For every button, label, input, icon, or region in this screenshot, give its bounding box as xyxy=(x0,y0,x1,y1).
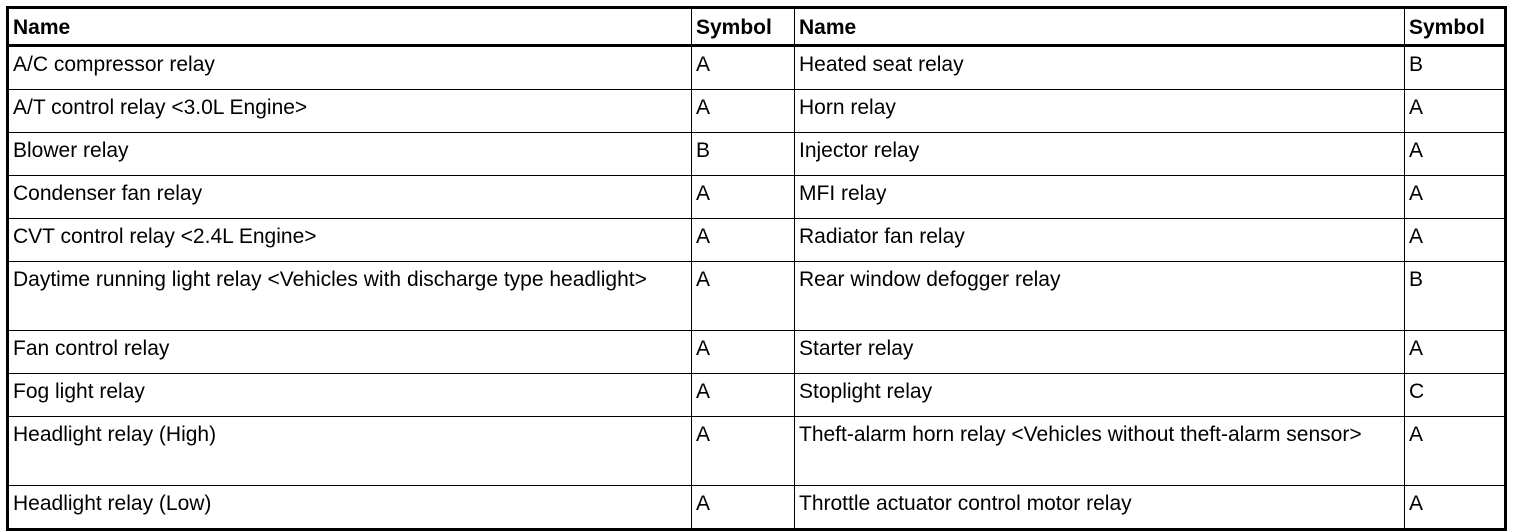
relay-name-cell: Condenser fan relay xyxy=(8,176,692,219)
relay-symbol-cell: A xyxy=(692,486,795,530)
relay-symbol-cell: C xyxy=(1405,374,1506,417)
relay-name-cell: A/T control relay <3.0L Engine> xyxy=(8,90,692,133)
relay-name-cell: Headlight relay (High) xyxy=(8,417,692,486)
table-row xyxy=(8,417,1506,486)
relay-symbol-cell: B xyxy=(1405,262,1506,331)
table-row xyxy=(8,219,1506,262)
relay-name-cell: A/C compressor relay xyxy=(8,46,692,90)
relay-symbol-cell: A xyxy=(692,374,795,417)
header-symbol-left: Symbol xyxy=(692,8,795,46)
relay-symbol-cell: A xyxy=(692,90,795,133)
table-row xyxy=(8,46,1506,90)
relay-symbol-cell: A xyxy=(692,417,795,486)
relay-symbol-cell: A xyxy=(1405,331,1506,374)
relay-symbol-cell: A xyxy=(1405,219,1506,262)
relay-name-cell: Stoplight relay xyxy=(795,374,1405,417)
relay-name-cell: Headlight relay (Low) xyxy=(8,486,692,530)
header-name-right: Name xyxy=(795,8,1405,46)
relay-name-cell: Rear window defogger relay xyxy=(795,262,1405,331)
relay-symbol-table xyxy=(6,6,1507,531)
table-row xyxy=(8,176,1506,219)
table-row xyxy=(8,90,1506,133)
relay-name-cell: Starter relay xyxy=(795,331,1405,374)
relay-symbol-cell: A xyxy=(692,46,795,90)
relay-name-cell: Horn relay xyxy=(795,90,1405,133)
relay-symbol-cell: A xyxy=(1405,417,1506,486)
relay-name-cell: Blower relay xyxy=(8,133,692,176)
relay-name-cell: Injector relay xyxy=(795,133,1405,176)
relay-symbol-cell: A xyxy=(692,176,795,219)
relay-symbol-cell: A xyxy=(1405,176,1506,219)
relay-symbol-cell: A xyxy=(1405,486,1506,530)
table-row xyxy=(8,331,1506,374)
relay-name-cell: Heated seat relay xyxy=(795,46,1405,90)
relay-symbol-cell: B xyxy=(692,133,795,176)
relay-symbol-cell: A xyxy=(692,219,795,262)
relay-table-container xyxy=(6,6,1504,531)
relay-symbol-cell: A xyxy=(1405,133,1506,176)
relay-name-cell: Theft-alarm horn relay <Vehicles without theft-alarm sensor> xyxy=(795,417,1405,486)
relay-name-cell: Radiator fan relay xyxy=(795,219,1405,262)
relay-symbol-cell: B xyxy=(1405,46,1506,90)
relay-name-cell: MFI relay xyxy=(795,176,1405,219)
table-row xyxy=(8,133,1506,176)
table-row xyxy=(8,374,1506,417)
relay-name-cell: Fog light relay xyxy=(8,374,692,417)
table-row xyxy=(8,262,1506,331)
relay-name-cell: Fan control relay xyxy=(8,331,692,374)
table-row xyxy=(8,486,1506,530)
relay-name-cell: CVT control relay <2.4L Engine> xyxy=(8,219,692,262)
table-header-row xyxy=(8,8,1506,46)
relay-name-cell: Daytime running light relay <Vehicles with discharge type headlight> xyxy=(8,262,692,331)
relay-symbol-cell: A xyxy=(692,262,795,331)
relay-name-cell: Throttle actuator control motor relay xyxy=(795,486,1405,530)
relay-symbol-cell: A xyxy=(692,331,795,374)
header-symbol-right: Symbol xyxy=(1405,8,1506,46)
header-name-left: Name xyxy=(8,8,692,46)
relay-symbol-cell: A xyxy=(1405,90,1506,133)
